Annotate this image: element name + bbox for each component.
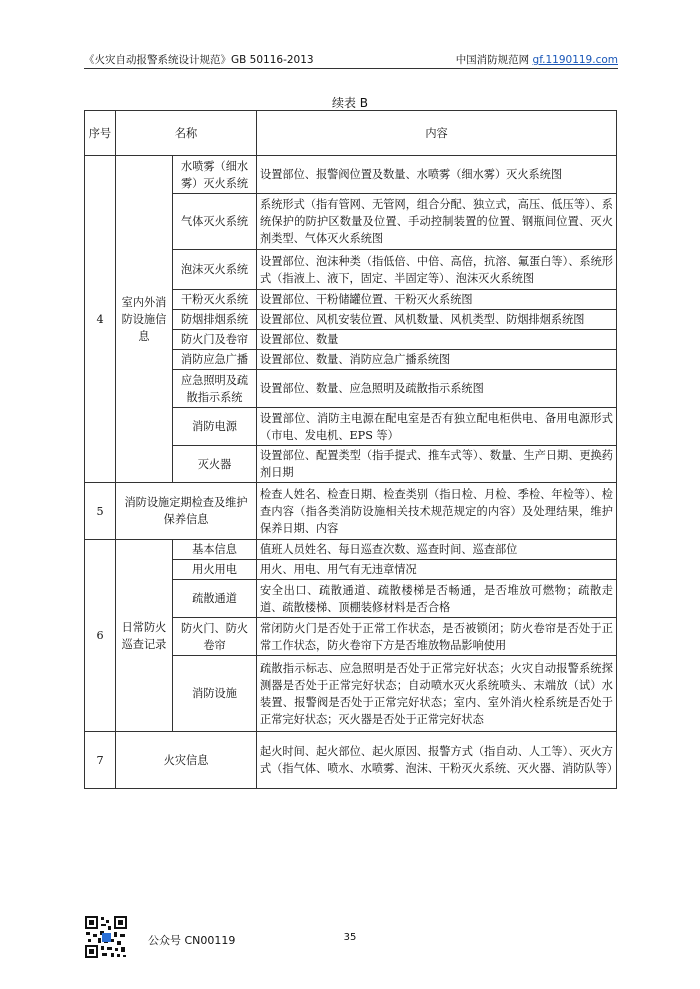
row-subcategory: 消防设施 — [173, 656, 257, 732]
row-seq: 7 — [85, 732, 116, 789]
table-header-row — [85, 111, 617, 156]
col-header-name: 名称 — [116, 111, 257, 156]
table-row — [85, 540, 617, 560]
row-category: 日常防火巡查记录 — [116, 540, 173, 732]
row-content: 用火、用电、用气有无违章情况 — [257, 560, 617, 580]
row-content: 起火时间、起火部位、起火原因、报警方式（指自动、人工等）、灭火方式（指气体、喷水、水喷雾、泡沫、干粉灭火系统、灭火器、消防队等） — [257, 732, 617, 789]
row-seq: 5 — [85, 483, 116, 540]
table-row — [85, 483, 617, 540]
row-content: 设置部位、消防主电源在配电室是否有独立配电柜供电、备用电源形式（市电、发电机、EPS 等） — [257, 408, 617, 446]
row-seq: 6 — [85, 540, 116, 732]
row-subcategory: 泡沫灭火系统 — [173, 250, 257, 290]
row-subcategory: 消防应急广播 — [173, 350, 257, 370]
row-subcategory: 用火用电 — [173, 560, 257, 580]
header-site-url[interactable]: gf.1190119.com — [532, 54, 618, 66]
table-caption: 续表 B — [331, 96, 369, 110]
row-subcategory: 消防电源 — [173, 408, 257, 446]
row-subcategory: 灭火器 — [173, 446, 257, 483]
row-subcategory: 干粉灭火系统 — [173, 290, 257, 310]
row-category: 火灾信息 — [116, 732, 257, 789]
col-header-seq: 序号 — [85, 111, 116, 156]
row-seq: 4 — [85, 156, 116, 483]
col-header-content: 内容 — [257, 111, 617, 156]
header-divider — [84, 68, 618, 69]
header-site — [456, 52, 618, 67]
row-content: 设置部位、配置类型（指手提式、推车式等）、数量、生产日期、更换药剂日期 — [257, 446, 617, 483]
row-content: 设置部位、数量、消防应急广播系统图 — [257, 350, 617, 370]
row-content: 设置部位、数量、应急照明及疏散指示系统图 — [257, 370, 617, 408]
row-content: 设置部位、泡沫种类（指低倍、中倍、高倍，抗溶、氟蛋白等）、系统形式（指液上、液下，固定、半固定等）、泡沫灭火系统图 — [257, 250, 617, 290]
wechat-id: 公众号 CN00119 — [148, 934, 236, 947]
row-subcategory: 水喷雾（细水雾）灭火系统 — [173, 156, 257, 194]
row-subcategory: 疏散通道 — [173, 580, 257, 618]
row-subcategory: 基本信息 — [173, 540, 257, 560]
row-content: 设置部位、报警阀位置及数量、水喷雾（细水雾）灭火系统图 — [257, 156, 617, 194]
row-content: 安全出口、疏散通道、疏散楼梯是否畅通，是否堆放可燃物；疏散走道、疏散楼梯、顶棚装修材料是否合格 — [257, 580, 617, 618]
row-subcategory: 防烟排烟系统 — [173, 310, 257, 330]
row-content: 系统形式（指有管网、无管网，组合分配、独立式，高压、低压等）、系统保护的防护区数量及位置、手动控制装置的位置、钢瓶间位置、灭火剂类型、气体灭火系统图 — [257, 194, 617, 250]
page-number: 35 — [343, 932, 357, 943]
row-content: 设置部位、风机安装位置、风机数量、风机类型、防烟排烟系统图 — [257, 310, 617, 330]
header-title: 《火灾自动报警系统设计规范》GB 50116-2013 — [84, 54, 314, 66]
row-content: 值班人员姓名、每日巡查次数、巡查时间、巡查部位 — [257, 540, 617, 560]
row-subcategory: 防火门、防火卷帘 — [173, 618, 257, 656]
row-category: 消防设施定期检查及维护保养信息 — [116, 483, 257, 540]
header-site-name: 中国消防规范网 — [455, 54, 530, 66]
row-content: 疏散指示标志、应急照明是否处于正常完好状态；火灾自动报警系统探测器是否处于正常完好状态；自动喷水灭火系统喷头、末端放（试）水装置、报警阀是否处于正常完好状态；室内、室外消火栓系统是否处于正常完好状态；灭火器是否处于正常完好状态 — [257, 656, 617, 732]
row-subcategory: 应急照明及疏散指示系统 — [173, 370, 257, 408]
table-row — [85, 732, 617, 789]
row-category: 室内外消防设施信息 — [116, 156, 173, 483]
table-row — [85, 156, 617, 194]
row-subcategory: 防火门及卷帘 — [173, 330, 257, 350]
info-table — [84, 110, 617, 789]
row-content: 常闭防火门是否处于正常工作状态，是否被锁闭；防火卷帘是否处于正常工作状态，防火卷帘下方是否堆放物品影响使用 — [257, 618, 617, 656]
row-content: 检查人姓名、检查日期、检查类别（指日检、月检、季检、年检等）、检查内容（指各类消防设施相关技术规范规定的内容）及处理结果，维护保养日期、内容 — [257, 483, 617, 540]
row-content: 设置部位、干粉储罐位置、干粉灭火系统图 — [257, 290, 617, 310]
row-subcategory: 气体灭火系统 — [173, 194, 257, 250]
row-content: 设置部位、数量 — [257, 330, 617, 350]
